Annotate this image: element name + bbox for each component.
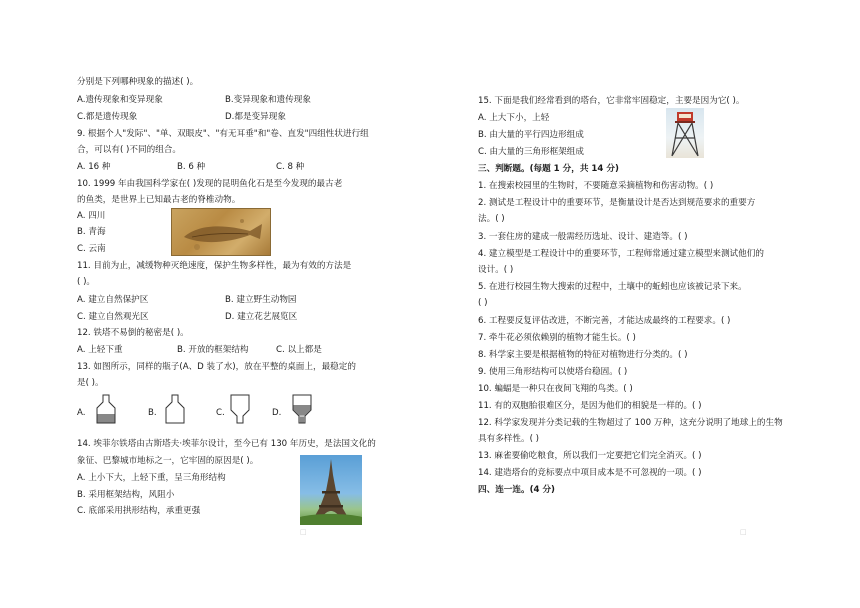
q9-stem-cont: 合，可以有( )不同的组合。 (77, 145, 181, 155)
watermark-left: □ (300, 528, 307, 536)
q9-option-a: A. 16 种 (77, 162, 111, 172)
judge-4: 4. 建立模型是工程设计中的重要环节，工程师常通过建立模型来测试他们的 (478, 249, 764, 259)
q10-option-c: C. 云南 (77, 244, 106, 254)
bottle-a-icon (94, 393, 118, 425)
q9-stem: 9. 根据个人"发际"、"单、双眼皮"、"有无耳垂"和"卷、直发"四组性状进行组 (77, 129, 369, 139)
q13-option-a: A. (77, 408, 86, 418)
q9-option-c: C. 8 种 (276, 162, 305, 172)
fossil-image (171, 208, 271, 256)
q11-option-c: C. 建立自然观光区 (77, 312, 149, 322)
q13-option-c: C. (216, 408, 225, 418)
judge-12-cont: 具有多样性。( ) (478, 434, 539, 444)
bottle-b-icon (163, 393, 187, 425)
watermark-right: □ (740, 528, 747, 536)
q15-option-c: C. 由大量的三角形框架组成 (478, 147, 584, 157)
judge-6: 6. 工程要反复评估改进，不断完善，才能达成最终的工程要求。( ) (478, 316, 731, 326)
q8-option-b: B.变异现象和遗传现象 (225, 95, 311, 105)
q15-option-b: B. 由大量的平行四边形组成 (478, 130, 584, 140)
judge-9: 9. 使用三角形结构可以使塔台稳固。( ) (478, 367, 628, 377)
q12-stem: 12. 铁塔不易倒的秘密是( )。 (77, 328, 189, 338)
judge-13: 13. 麻雀要偷吃粮食，所以我们一定要把它们完全消灭。( ) (478, 451, 702, 461)
q10-option-a: A. 四川 (77, 211, 106, 221)
q12-option-a: A. 上轻下重 (77, 345, 123, 355)
q11-stem: 11. 目前为止，减缓物种灭绝速度，保护生物多样性，最为有效的方法是 (77, 261, 352, 271)
q14-option-c: C. 底部采用拱形结构，承重更强 (77, 506, 201, 516)
judge-2: 2. 测试是工程设计中的重要环节，是衡量设计是否达到规范要求的重要方 (478, 198, 756, 208)
q11-option-b: B. 建立野生动物园 (225, 295, 297, 305)
q10-stem-cont: 的鱼类，是世界上已知最古老的脊椎动物。 (77, 195, 241, 205)
judge-3: 3. 一套住房的建成一般需经历选址、设计、建造等。( ) (478, 232, 688, 242)
q14-stem: 14. 埃菲尔铁塔由古斯塔夫·埃菲尔设计，至今已有 130 年历史，是法国文化的 (77, 439, 376, 449)
judge-1: 1. 在搜索校园里的生物时，不要随意采摘植物和伤害动物。( ) (478, 181, 714, 191)
q15-stem: 15. 下面是我们经常看到的塔台，它非常牢固稳定，主要是因为它( )。 (478, 96, 745, 106)
judge-4-cont: 设计。( ) (478, 265, 514, 275)
bottle-d-icon (290, 393, 314, 425)
q14-option-a: A. 上小下大，上轻下重，呈三角形结构 (77, 473, 226, 483)
judge-5-cont: ( ) (478, 298, 488, 308)
q15-option-a: A. 上大下小，上轻 (478, 113, 550, 123)
section-3-title: 三、判断题。(每题 1 分，共 14 分) (478, 164, 619, 174)
bottle-c-icon (228, 393, 252, 425)
q12-option-b: B. 开放的框架结构 (177, 345, 249, 355)
q13-option-b: B. (148, 408, 157, 418)
q8-option-d: D.都是变异现象 (225, 112, 286, 122)
q11-option-d: D. 建立花艺展览区 (225, 312, 298, 322)
judge-11: 11. 有的双胞胎很难区分，是因为他们的相貌是一样的。( ) (478, 401, 702, 411)
q8-stem-cont: 分别是下列哪种现象的描述( )。 (77, 77, 199, 87)
q14-option-b: B. 采用框架结构，风阻小 (77, 490, 175, 500)
judge-7: 7. 牵牛花必须依赖别的植物才能生长。( ) (478, 333, 636, 343)
q8-option-c: C.都是遗传现象 (77, 112, 138, 122)
q11-option-a: A. 建立自然保护区 (77, 295, 149, 305)
eiffel-tower-image (300, 455, 362, 525)
judge-8: 8. 科学家主要是根据植物的特征对植物进行分类的。( ) (478, 350, 688, 360)
q10-stem: 10. 1999 年由我国科学家在( )发现的昆明鱼化石是至今发现的最古老 (77, 179, 343, 189)
q12-option-c: C. 以上都是 (276, 345, 322, 355)
q13-stem-cont: 是( )。 (77, 378, 104, 388)
q11-stem-cont: ( )。 (77, 277, 96, 287)
judge-14: 14. 建造塔台的竞标要点中项目成本是不可忽视的一项。( ) (478, 468, 702, 478)
q10-option-b: B. 青海 (77, 227, 106, 237)
q13-stem: 13. 如图所示，同样的瓶子(A、D 装了水)，放在平整的桌面上，最稳定的 (77, 362, 356, 372)
watchtower-image (666, 108, 704, 158)
judge-10: 10. 蝙蝠是一种只在夜间飞翔的鸟类。( ) (478, 384, 633, 394)
judge-12: 12. 科学家发现并分类记载的生物超过了 100 万种，这充分说明了地球上的生物 (478, 418, 783, 428)
judge-5: 5. 在进行校园生物大搜索的过程中，土壤中的蚯蚓也应该被记录下来。 (478, 282, 747, 292)
section-4-title: 四、连一连。(4 分) (478, 485, 555, 495)
q8-option-a: A.遗传现象和变异现象 (77, 95, 163, 105)
q13-option-d: D. (272, 408, 282, 418)
judge-2-cont: 法。( ) (478, 214, 505, 224)
q14-stem-cont: 象征、巴黎城市地标之一，它牢固的原因是( )。 (77, 456, 259, 466)
q9-option-b: B. 6 种 (177, 162, 206, 172)
